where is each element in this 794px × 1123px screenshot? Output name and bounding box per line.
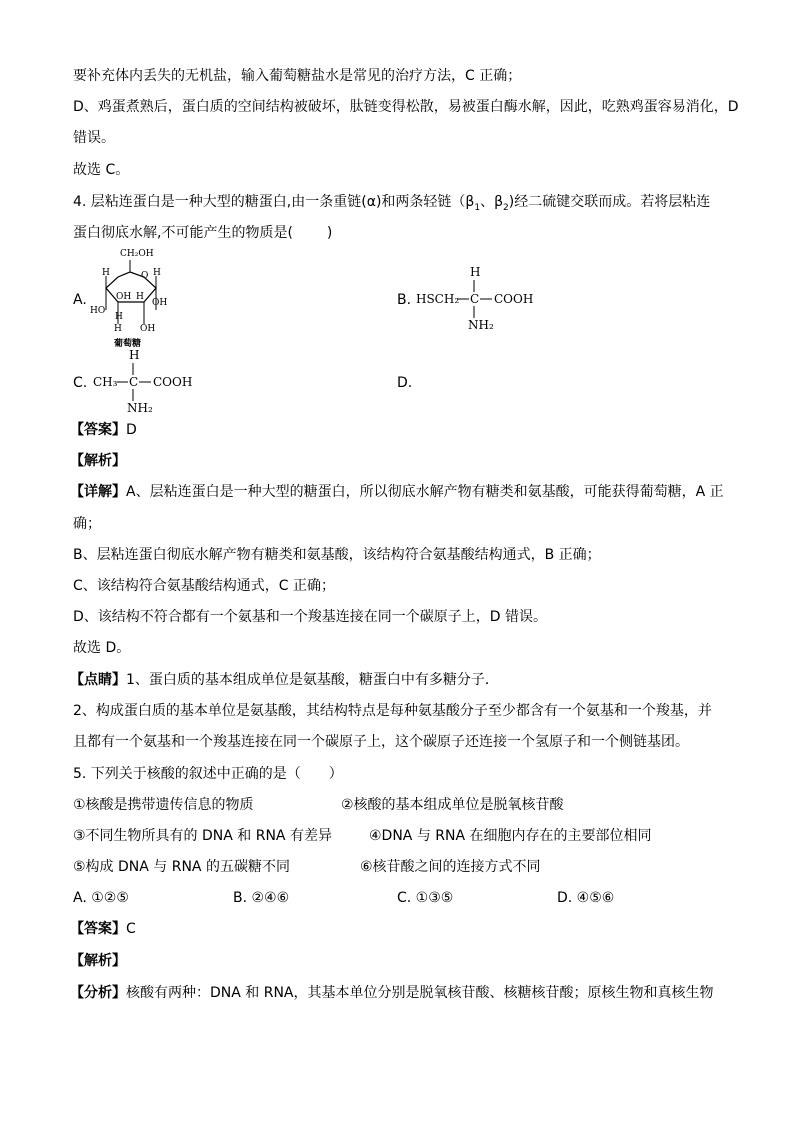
analysis-line: 【分析】核酸有两种：DNA 和 RNA，其基本单位分别是脱氧核苷酸、核糖核苷酸；原核生物和真核生物	[70, 985, 714, 1001]
text-line: D、鸡蛋煮熟后，蛋白质的空间结构被破坏，肽链变得松散，易被蛋白酶水解，因此，吃熟鸡蛋容易消化，D	[73, 99, 739, 115]
detail-line: 故选 D。	[73, 640, 131, 656]
detail-line: C、该结构符合氨基酸结构通式，C 正确；	[73, 578, 335, 594]
choice-a: A. ①②⑤	[73, 890, 129, 906]
alanine-left: CH₃	[93, 375, 118, 389]
glucose-h: H	[114, 324, 122, 334]
question-4-stem-line2: 蛋白彻底水解,不可能产生的物质是( )	[73, 225, 333, 241]
alanine-c: C	[129, 375, 139, 389]
statement-3: ③不同生物所具有的 DNA 和 RNA 有差异	[73, 828, 332, 844]
analysis-4-tag: 【解析】	[70, 453, 126, 469]
detail-line: B、层粘连蛋白彻底水解产物有糖类和氨基酸，该结构符合氨基酸结构通式，B 正确；	[73, 547, 601, 563]
cysteine-structure	[416, 265, 546, 335]
tip-line: 2、构成蛋白质的基本单位是氨基酸，其结构特点是每种氨基酸分子至少都含有一个氨基和一个羧基，并	[73, 703, 712, 719]
glucose-ho: HO	[90, 306, 106, 316]
glucose-oh: OH	[140, 324, 156, 334]
cysteine-nh2: NH₂	[468, 318, 494, 332]
statement-1: ①核酸是携带遗传信息的物质	[73, 797, 254, 813]
statement-4: ④DNA 与 RNA 在细胞内存在的主要部位相同	[369, 828, 652, 844]
glucose-o: O	[141, 271, 149, 281]
question-4-stem: 4. 层粘连蛋白是一种大型的糖蛋白,由一条重链(α)和两条轻链（$\beta_1$、$\beta_2$)经二硫键交联而成。若将层粘连	[73, 194, 711, 213]
statement-6: ⑥核苷酸之间的连接方式不同	[360, 859, 541, 875]
glucose-structure	[90, 248, 190, 348]
answer-5: 【答案】C	[70, 921, 136, 937]
detail-line: 【详解】A、层粘连蛋白是一种大型的糖蛋白，所以彻底水解产物有糖类和氨基酸，可能获得葡萄糖，A 正	[70, 484, 724, 500]
option-d-label: D.	[397, 375, 413, 391]
cysteine-right: COOH	[494, 292, 534, 306]
glucose-oh: OH	[116, 292, 132, 302]
option-b-label: B.	[397, 292, 412, 308]
glucose-ch2oh: CH₂OH	[120, 249, 154, 259]
glucose-h: H	[153, 268, 161, 278]
glucose-h: H	[136, 292, 144, 302]
text-line: 错误。	[73, 130, 115, 146]
choice-d: D. ④⑤⑥	[557, 890, 615, 906]
statement-5: ⑤构成 DNA 与 RNA 的五碳糖不同	[73, 859, 290, 875]
choice-b: B. ②④⑥	[233, 890, 290, 906]
alanine-nh2: NH₂	[127, 401, 153, 415]
answer-4: 【答案】D	[70, 422, 137, 438]
cysteine-h: H	[470, 265, 481, 279]
glucose-caption: 葡萄糖	[114, 339, 142, 349]
glucose-h: H	[115, 312, 123, 322]
choice-c: C. ①③⑤	[397, 890, 454, 906]
detail-line: D、该结构不符合都有一个氨基和一个羧基连接在同一个碳原子上，D 错误。	[73, 609, 548, 625]
statement-2: ②核酸的基本组成单位是脱氧核苷酸	[341, 797, 564, 813]
option-c-label: C.	[73, 375, 88, 391]
text-line: 故选 C。	[73, 162, 130, 178]
option-a-label: A.	[73, 292, 87, 308]
detail-line: 确；	[73, 516, 101, 532]
alanine-right: COOH	[153, 375, 193, 389]
tip-line: 【点睛】1、蛋白质的基本组成单位是氨基酸，糖蛋白中有多糖分子．	[70, 672, 499, 688]
analysis-5-tag: 【解析】	[70, 953, 126, 969]
glucose-oh: OH	[152, 298, 168, 308]
alanine-h: H	[129, 348, 140, 362]
text-line: 要补充体内丢失的无机盐，输入葡萄糖盐水是常见的治疗方法，C 正确；	[73, 68, 522, 84]
cysteine-c: C	[470, 292, 480, 306]
question-5-stem: 5. 下列关于核酸的叙述中正确的是（ ）	[73, 766, 343, 782]
alanine-structure	[93, 348, 213, 418]
glucose-h: H	[102, 268, 110, 278]
tip-line: 且都有一个氨基和一个羧基连接在同一个碳原子上，这个碳原子还连接一个氢原子和一个侧链基团。	[73, 734, 689, 750]
cysteine-left: HSCH₂	[416, 292, 460, 306]
